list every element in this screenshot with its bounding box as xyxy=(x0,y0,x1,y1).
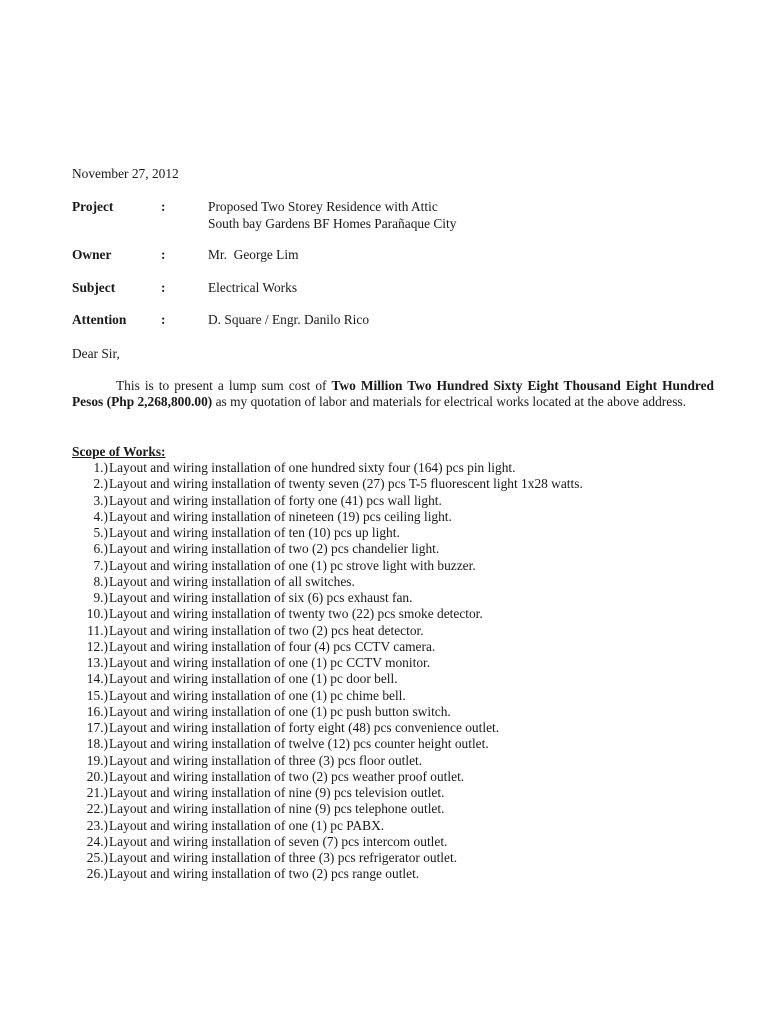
list-item xyxy=(0,623,768,639)
list-item-text: Layout and wiring installation of ten (10) pcs up light. xyxy=(109,525,400,540)
list-item-number: 18.) xyxy=(86,736,108,752)
list-item xyxy=(0,753,768,769)
list-item-number: 4.) xyxy=(93,508,108,524)
list-item-text: Layout and wiring installation of two (2) pcs range outlet. xyxy=(109,866,420,882)
list-item-text: Layout and wiring installation of two (2) pcs weather proof outlet. xyxy=(109,768,465,784)
project-value xyxy=(208,199,708,232)
list-item-number: 17.) xyxy=(86,720,108,735)
list-item-text: Layout and wiring installation of forty eight (48) pcs convenience outlet. xyxy=(109,720,500,735)
list-item-text: Layout and wiring installation of forty one (41) pcs wall light. xyxy=(109,492,442,508)
list-item xyxy=(0,801,768,817)
list-item xyxy=(0,574,768,590)
list-item-number: 23.) xyxy=(86,817,108,833)
list-item-number: 2.) xyxy=(93,476,108,492)
list-item-text: Layout and wiring installation of four (4) pcs CCTV camera. xyxy=(109,638,436,654)
list-item-text: Layout and wiring installation of twenty two (22) pcs smoke detector. xyxy=(109,606,483,622)
list-item xyxy=(0,606,768,622)
list-item-number: 16.) xyxy=(86,703,108,719)
list-item-number: 25.) xyxy=(86,850,108,865)
list-item xyxy=(0,558,768,574)
subject-colon: : xyxy=(161,280,166,295)
project-label: Project xyxy=(72,199,114,214)
list-item-text: Layout and wiring installation of six (6) pcs exhaust fan. xyxy=(109,590,413,605)
list-item xyxy=(0,720,768,736)
list-item-text: Layout and wiring installation of all switches. xyxy=(109,573,355,589)
list-item-number: 22.) xyxy=(86,801,108,817)
list-item xyxy=(0,850,768,866)
list-item-text: Layout and wiring installation of seven (7) pcs intercom outlet. xyxy=(109,833,448,849)
body-paragraph xyxy=(72,378,714,411)
letter-date: November 27, 2012 xyxy=(72,166,179,181)
list-item-number: 10.) xyxy=(86,606,108,622)
list-item-text: Layout and wiring installation of one (1) pc chime bell. xyxy=(109,687,406,703)
list-item-number: 20.) xyxy=(86,768,108,784)
list-item xyxy=(0,493,768,509)
list-item-text: Layout and wiring installation of three (3) pcs refrigerator outlet. xyxy=(109,850,458,865)
list-item xyxy=(0,476,768,492)
amount-words: Two Million Two Hundred Sixty Eight Thousand Eight Hundred Pesos xyxy=(72,378,714,410)
list-item xyxy=(0,866,768,882)
list-item-number: 1.) xyxy=(93,460,108,475)
list-item xyxy=(0,785,768,801)
list-item xyxy=(0,736,768,752)
attention-label: Attention xyxy=(72,312,127,327)
subject-value: Electrical Works xyxy=(208,280,298,295)
project-line-1: Proposed Two Storey Residence with Attic xyxy=(208,199,438,214)
list-item xyxy=(0,818,768,834)
list-item xyxy=(0,541,768,557)
list-item xyxy=(0,834,768,850)
body-intro: This is to present a lump sum cost of xyxy=(116,378,332,393)
list-item-text: Layout and wiring installation of two (2) pcs heat detector. xyxy=(109,622,424,638)
list-item-number: 15.) xyxy=(86,687,108,703)
list-item-number: 12.) xyxy=(86,638,108,654)
salutation: Dear Sir, xyxy=(72,346,120,361)
attention-colon: : xyxy=(161,312,166,327)
body-outro: as my quotation of labor and materials for electrical works located at the above address. xyxy=(212,394,686,410)
list-item-number: 5.) xyxy=(93,525,108,540)
owner-colon: : xyxy=(161,247,166,262)
list-item-text: Layout and wiring installation of nine (9) pcs telephone outlet. xyxy=(109,801,445,817)
list-item-number: 8.) xyxy=(93,573,108,589)
list-item-number: 3.) xyxy=(93,492,108,508)
list-item-number: 6.) xyxy=(93,541,108,557)
list-item-number: 7.) xyxy=(93,557,108,573)
list-item-number: 26.) xyxy=(86,866,108,882)
list-item xyxy=(0,590,768,606)
list-item-text: Layout and wiring installation of nine (9) pcs television outlet. xyxy=(109,785,445,800)
list-item xyxy=(0,525,768,541)
list-item-text: Layout and wiring installation of one (1) pc door bell. xyxy=(109,671,398,687)
list-item-text: Layout and wiring installation of one (1) pc push button switch. xyxy=(109,703,451,719)
list-item-number: 14.) xyxy=(86,671,108,687)
amount-figure: (Php 2,268,800.00) xyxy=(106,394,213,410)
list-item-text: Layout and wiring installation of nineteen (19) pcs ceiling light. xyxy=(109,508,452,524)
project-colon: : xyxy=(161,199,166,214)
list-item-text: Layout and wiring installation of twelve (12) pcs counter height outlet. xyxy=(109,736,489,752)
project-line-2: South bay Gardens BF Homes Parañaque City xyxy=(208,215,457,231)
list-item xyxy=(0,704,768,720)
list-item xyxy=(0,639,768,655)
list-item-text: Layout and wiring installation of one hundred sixty four (164) pcs pin light. xyxy=(109,460,516,475)
scope-list xyxy=(0,460,768,883)
list-item xyxy=(0,655,768,671)
list-item xyxy=(0,509,768,525)
list-item-number: 19.) xyxy=(86,752,108,768)
list-item xyxy=(0,688,768,704)
subject-label: Subject xyxy=(72,280,116,295)
list-item xyxy=(0,671,768,687)
owner-value: Mr. George Lim xyxy=(208,247,299,262)
list-item-text: Layout and wiring installation of two (2) pcs chandelier light. xyxy=(109,541,440,557)
list-item xyxy=(0,769,768,785)
list-item-number: 13.) xyxy=(86,655,108,670)
attention-value: D. Square / Engr. Danilo Rico xyxy=(208,312,370,327)
list-item-text: Layout and wiring installation of twenty seven (27) pcs T-5 fluorescent light 1x28 watts. xyxy=(109,476,583,492)
list-item xyxy=(0,460,768,476)
list-item-number: 11.) xyxy=(87,622,108,638)
list-item-number: 9.) xyxy=(93,590,108,605)
list-item-text: Layout and wiring installation of one (1) pc strove light with buzzer. xyxy=(109,557,476,573)
list-item-text: Layout and wiring installation of one (1) pc PABX. xyxy=(109,817,385,833)
scope-heading: Scope of Works: xyxy=(72,444,166,459)
list-item-number: 24.) xyxy=(86,833,108,849)
list-item-text: Layout and wiring installation of one (1) pc CCTV monitor. xyxy=(109,655,431,670)
owner-label: Owner xyxy=(72,247,112,262)
list-item-text: Layout and wiring installation of three (3) pcs floor outlet. xyxy=(109,752,423,768)
list-item-number: 21.) xyxy=(86,785,108,800)
